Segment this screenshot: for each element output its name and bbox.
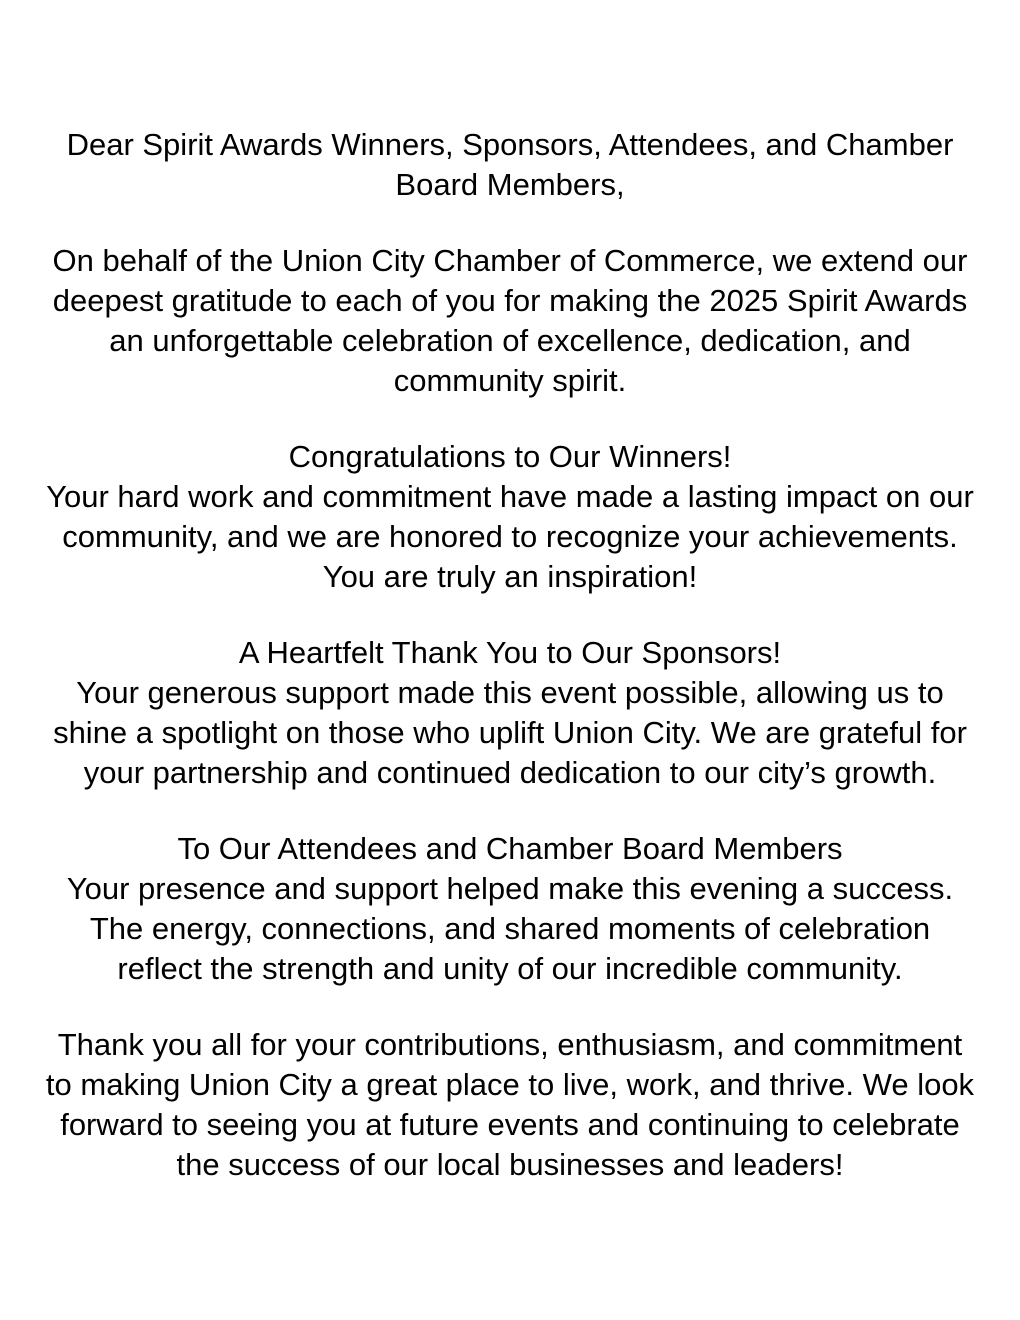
intro-line: an unforgettable celebration of excellence, dedication, and bbox=[109, 323, 911, 358]
attendees-line: reflect the strength and unity of our incredible community. bbox=[117, 951, 903, 986]
winners-line: community, and we are honored to recognize your achievements. bbox=[62, 519, 958, 554]
winners-heading: Congratulations to Our Winners! bbox=[288, 439, 732, 474]
sponsors-heading: A Heartfelt Thank You to Our Sponsors! bbox=[238, 635, 782, 670]
intro-line: On behalf of the Union City Chamber of Commerce, we extend our bbox=[52, 243, 968, 278]
attendees-section bbox=[0, 829, 1020, 989]
closing-line: forward to seeing you at future events and continuing to celebrate bbox=[60, 1107, 960, 1142]
winners-line: Your hard work and commitment have made a lasting impact on our bbox=[46, 479, 974, 514]
intro-paragraph bbox=[0, 241, 1020, 401]
sponsors-line: shine a spotlight on those who uplift Union City. We are grateful for bbox=[53, 715, 967, 750]
salutation bbox=[0, 125, 1020, 205]
sponsors-section bbox=[0, 633, 1020, 793]
attendees-line: Your presence and support helped make this evening a success. bbox=[66, 871, 954, 906]
intro-line: deepest gratitude to each of you for making the 2025 Spirit Awards bbox=[52, 283, 968, 318]
closing-line: to making Union City a great place to live, work, and thrive. We look bbox=[45, 1067, 975, 1102]
winners-line: You are truly an inspiration! bbox=[322, 559, 698, 594]
thank-you-letter bbox=[0, 125, 1020, 1185]
sponsors-line: your partnership and continued dedication to our city’s growth. bbox=[83, 755, 937, 790]
salutation-line: Board Members, bbox=[395, 167, 625, 202]
sponsors-line: Your generous support made this event possible, allowing us to bbox=[76, 675, 944, 710]
salutation-line: Dear Spirit Awards Winners, Sponsors, Attendees, and Chamber bbox=[66, 127, 954, 162]
closing-paragraph bbox=[0, 1025, 1020, 1185]
intro-line: community spirit. bbox=[393, 363, 627, 398]
closing-line: the success of our local businesses and leaders! bbox=[176, 1147, 844, 1182]
closing-line: Thank you all for your contributions, enthusiasm, and commitment bbox=[57, 1027, 963, 1062]
attendees-line: The energy, connections, and shared moments of celebration bbox=[89, 911, 931, 946]
attendees-heading: To Our Attendees and Chamber Board Members bbox=[177, 831, 843, 866]
winners-section bbox=[0, 437, 1020, 597]
